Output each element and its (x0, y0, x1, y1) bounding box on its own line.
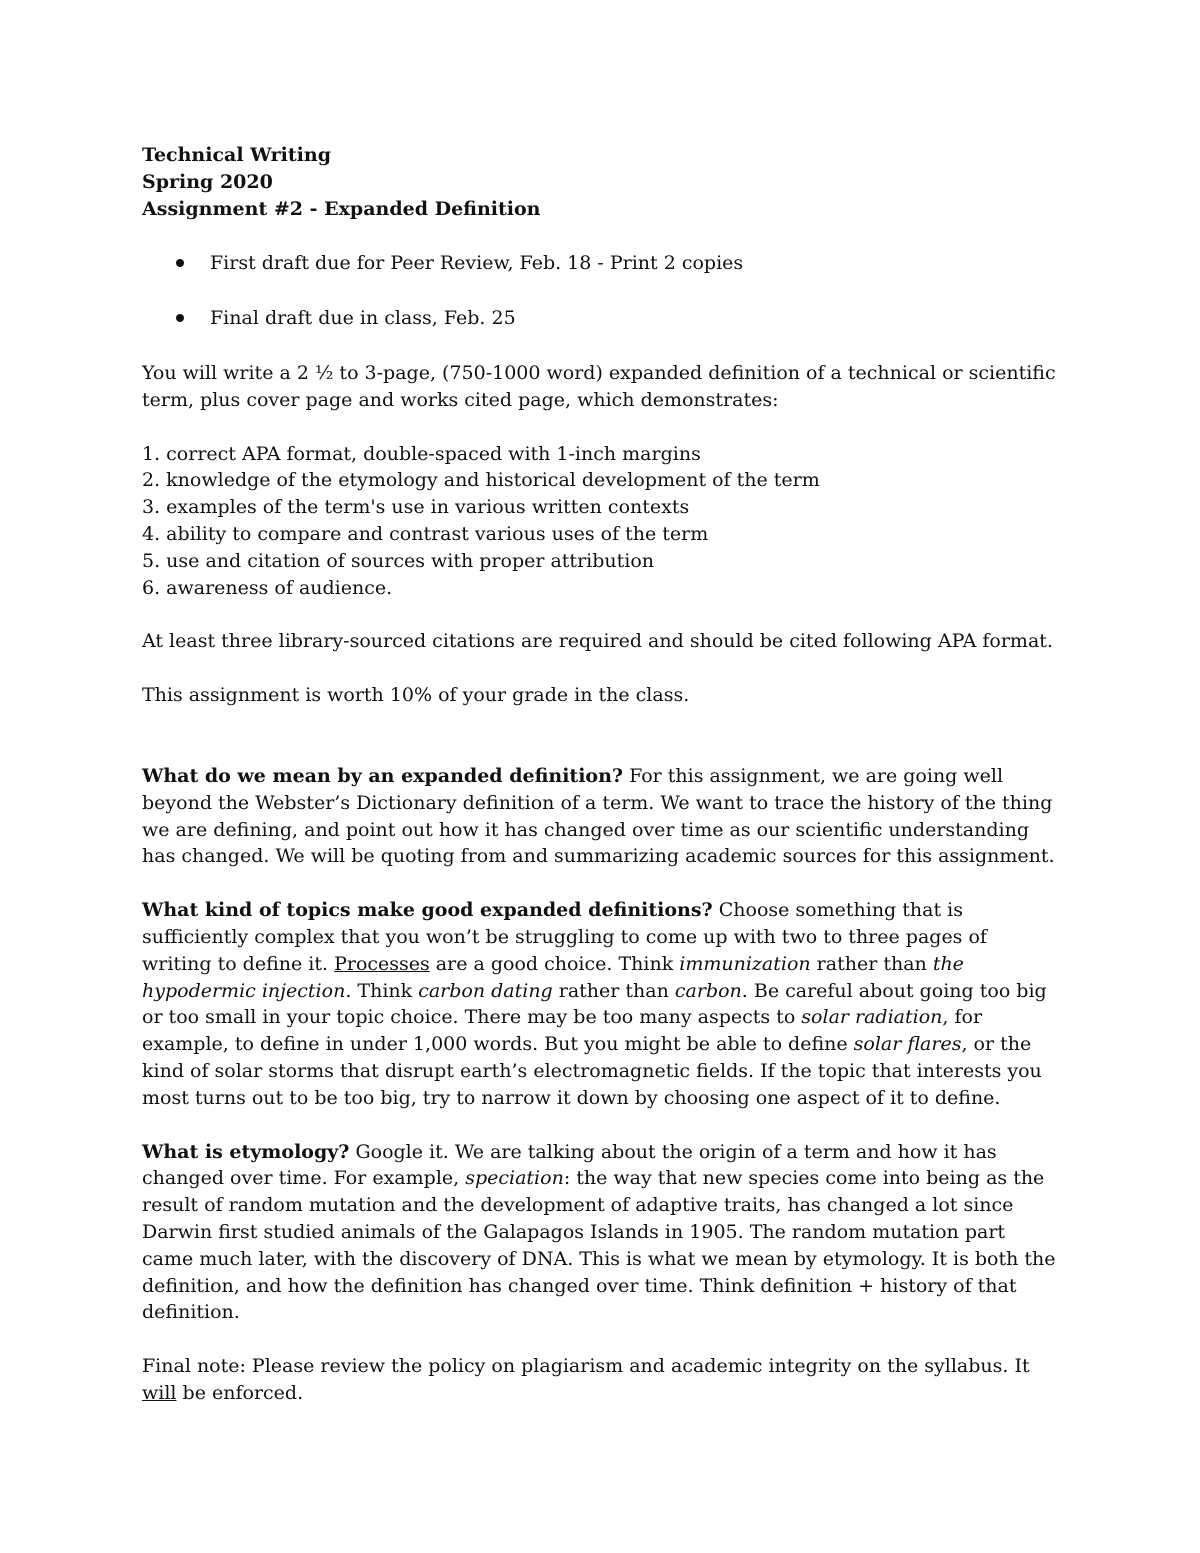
spacer (142, 736, 1062, 763)
solar-flares-term: solar flares (853, 1033, 962, 1056)
solar-radiation-term: solar radiation (801, 1006, 943, 1029)
carbon-term: carbon (674, 979, 742, 1002)
topics-text: , or the kind of solar storms that disrupt earth’s electromagnetic fields. If the topic that interests you most turns out to be too big, try to narrow it down by choosing one aspect of it to define. (142, 1033, 1042, 1109)
etymology-paragraph (142, 1139, 1062, 1327)
requirement-item: 2. knowledge of the etymology and historical development of the term (142, 469, 820, 492)
term-label: Spring 2020 (142, 170, 273, 193)
speciation-term: speciation (465, 1167, 564, 1190)
carbon-dating-term: carbon dating (418, 979, 553, 1002)
grade-note: This assignment is worth 10% of your grade in the class. (142, 684, 690, 707)
final-note-paragraph (142, 1353, 1062, 1407)
immunization-term: immunization (679, 952, 811, 975)
citations-note: At least three library-sourced citations are required and should be cited following APA format. (142, 630, 1053, 653)
document-header (142, 142, 1062, 222)
assignment-title: Assignment #2 - Expanded Definition (142, 197, 541, 220)
course-title: Technical Writing (142, 144, 331, 166)
requirement-item: 3. examples of the term's use in various written contexts (142, 496, 690, 519)
intro-paragraph: You will write a 2 ½ to 3-page, (750-1000 word) expanded definition of a technical or scientific term, plus cover page and works cited page, which demonstrates: (142, 361, 1056, 411)
due-date-list (142, 250, 1062, 332)
will-emphasis: will (142, 1381, 177, 1404)
due-date-item (142, 305, 1062, 332)
topics-text: Choose something that is sufficiently complex that you won’t be struggling to come up with two to three pages of writing to define it. (142, 899, 987, 975)
bullet-icon (176, 259, 184, 267)
due-date-text: First draft due for Peer Review, Feb. 18 - Print 2 copies (210, 252, 744, 275)
expanded-definition-paragraph (142, 763, 1062, 870)
etymology-text: Google it. We are talking about the origin of a term and how it has changed over time. For example, (142, 1140, 997, 1190)
due-date-item (142, 250, 1062, 277)
requirements-list (142, 441, 1062, 602)
expanded-definition-question: What do we mean by an expanded definition? (142, 764, 624, 787)
topics-text: are a good choice. Think (429, 952, 680, 975)
topics-paragraph (142, 897, 1062, 1111)
requirement-item: 6. awareness of audience. (142, 576, 393, 599)
bullet-icon (176, 314, 184, 322)
processes-term: Processes (334, 952, 430, 975)
document-body (142, 142, 1062, 1434)
hypodermic-term: the hypodermic injection (142, 952, 964, 1002)
topics-question: What kind of topics make good expanded definitions? (142, 899, 713, 922)
topics-text: . Be careful about going too big or too small in your topic choice. There may be too many aspects to (142, 979, 1047, 1029)
requirement-item: 5. use and citation of sources with proper attribution (142, 549, 655, 572)
due-date-text: Final draft due in class, Feb. 25 (210, 307, 516, 330)
expanded-definition-body: For this assignment, we are going well beyond the Webster’s Dictionary definition of a term. We want to trace the history of the thing we are defining, and point out how it has changed over time as our scientific understanding has changed. We will be quoting from and summarizing academic sources for this assignment. (142, 764, 1055, 868)
final-note-text: be enforced. (176, 1381, 304, 1404)
topics-text: rather than (810, 952, 933, 975)
topics-text: , for example, to define in under 1,000 words. But you might be able to define (142, 1006, 983, 1056)
final-note-text: Final note: Please review the policy on plagiarism and academic integrity on the syllabus. It (142, 1355, 1030, 1378)
requirement-item: 1. correct APA format, double-spaced with 1-inch margins (142, 442, 701, 465)
topics-text: rather than (552, 979, 675, 1002)
requirement-item: 4. ability to compare and contrast various uses of the term (142, 522, 709, 545)
etymology-text: : the way that new species come into being as the result of random mutation and the development of adaptive traits, has changed a lot since Darwin first studied animals of the Galapagos Islands in 1905. The random mutation part came much later, with the discovery of DNA. This is what we mean by etymology. It is both the definition, and how the definition has changed over time. Think definition + history of that definition. (142, 1167, 1056, 1324)
etymology-question: What is etymology? (142, 1140, 350, 1163)
topics-text: . Think (345, 979, 419, 1002)
